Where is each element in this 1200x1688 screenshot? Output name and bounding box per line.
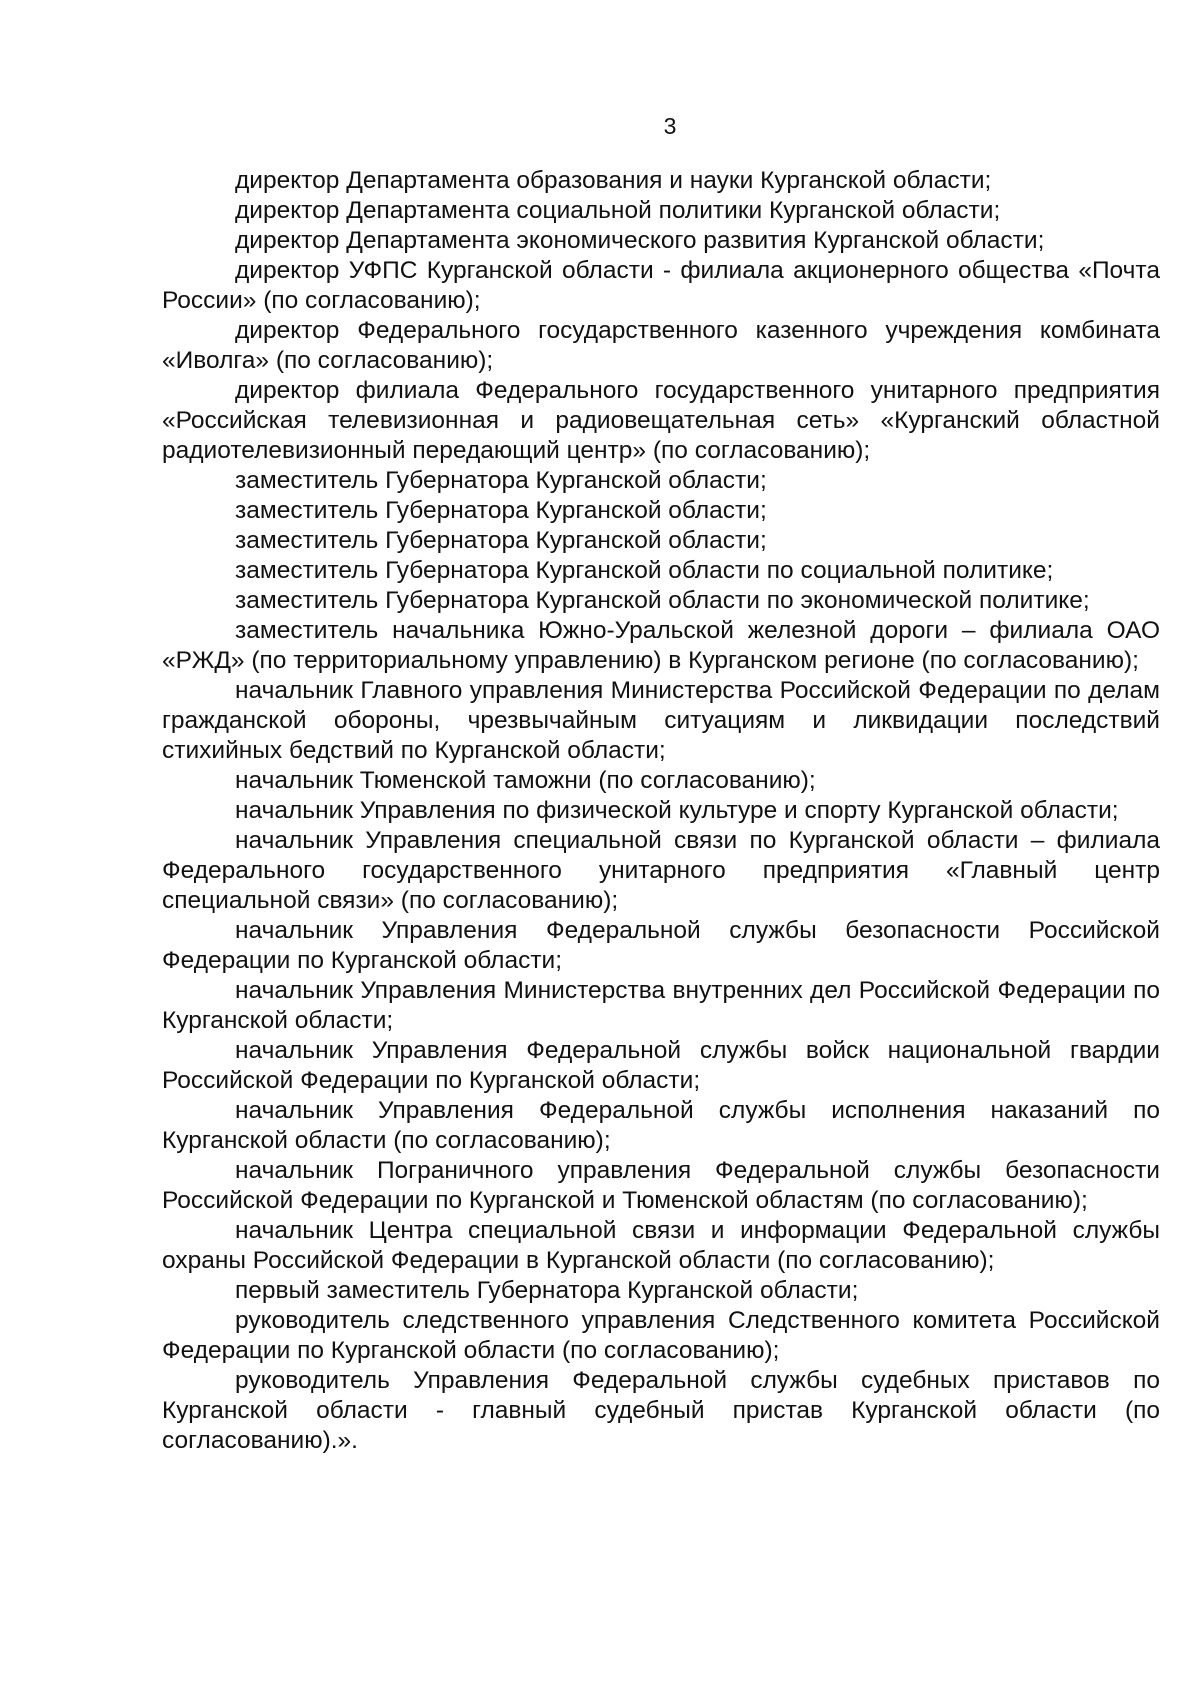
list-item: начальник Управления специальной связи по Курганской области – филиала Федерального государственного унитарного предприятия «Главный центр специальной связи» (по согласованию); xyxy=(162,827,1160,914)
list-item: начальник Управления по физической культуре и спорту Курганской области; xyxy=(235,797,1119,824)
list-item: начальник Управления Федеральной службы войск национальной гвардии Российской Федерации по Курганской области; xyxy=(162,1037,1160,1094)
list-item: начальник Центра специальной связи и информации Федеральной службы охраны Российской Федерации в Курганской области (по согласованию); xyxy=(162,1217,1160,1274)
list-item: начальник Управления Федеральной службы безопасности Российской Федерации по Курганской области; xyxy=(162,917,1160,974)
list-item: начальник Пограничного управления Федеральной службы безопасности Российской Федерации по Курганской и Тюменской областям (по согласованию); xyxy=(162,1157,1160,1214)
list-item: руководитель Управления Федеральной службы судебных приставов по Курганской области - главный судебный пристав Курганской области (по согласованию).». xyxy=(162,1367,1160,1454)
list-item: заместитель начальника Южно-Уральской железной дороги – филиала ОАО «РЖД» (по территориальному управлению) в Курганском регионе (по согласованию); xyxy=(162,617,1160,674)
list-item: директор Департамента образования и науки Курганской области; xyxy=(235,167,992,194)
list-item: первый заместитель Губернатора Курганской области; xyxy=(235,1277,859,1304)
list-item: заместитель Губернатора Курганской области; xyxy=(235,467,767,494)
list-item: начальник Главного управления Министерства Российской Федерации по делам гражданской обороны, чрезвычайным ситуациям и ликвидации последствий стихийных бедствий по Курганской области; xyxy=(162,677,1160,764)
list-item: начальник Тюменской таможни (по согласованию); xyxy=(235,767,816,794)
list-item: директор Федерального государственного казенного учреждения комбината «Иволга» (по согласованию); xyxy=(162,317,1160,374)
list-item: заместитель Губернатора Курганской области по экономической политике; xyxy=(235,587,1090,614)
list-item: директор Департамента социальной политики Курганской области; xyxy=(235,197,1001,224)
list-item: начальник Управления Министерства внутренних дел Российской Федерации по Курганской области; xyxy=(162,977,1160,1034)
list-item: начальник Управления Федеральной службы исполнения наказаний по Курганской области (по согласованию); xyxy=(162,1097,1160,1154)
list-item: заместитель Губернатора Курганской области по социальной политике; xyxy=(235,557,1054,584)
entry-list xyxy=(162,166,1160,1456)
list-item: директор филиала Федерального государственного унитарного предприятия «Российская телевизионная и радиовещательная сеть» «Курганский областной радиотелевизионный передающий центр» (по согласованию); xyxy=(162,377,1160,464)
list-item: руководитель следственного управления Следственного комитета Российской Федерации по Курганской области (по согласованию); xyxy=(162,1307,1160,1364)
list-item: директор УФПС Курганской области - филиала акционерного общества «Почта России» (по согласованию); xyxy=(162,257,1160,314)
list-item: заместитель Губернатора Курганской области; xyxy=(235,527,767,554)
page-number: 3 xyxy=(663,113,677,139)
list-item: заместитель Губернатора Курганской области; xyxy=(235,497,767,524)
list-item: директор Департамента экономического развития Курганской области; xyxy=(235,227,1045,254)
